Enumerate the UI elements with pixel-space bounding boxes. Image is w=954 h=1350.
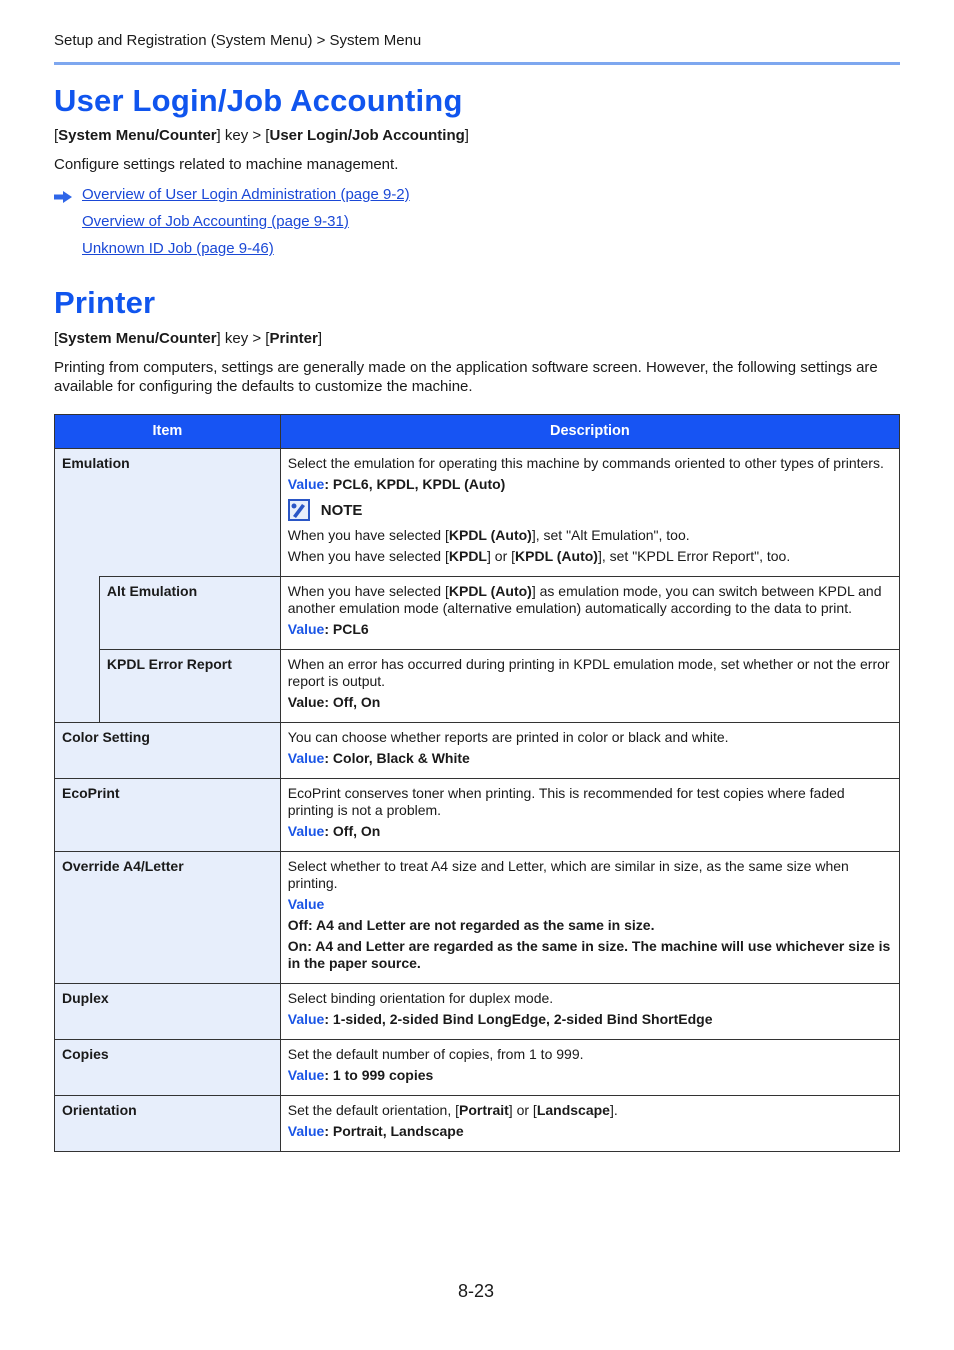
table-row [55, 650, 900, 723]
item-ecoprint: EcoPrint [55, 779, 281, 852]
table-row [55, 449, 900, 577]
intro-printer: Printing from computers, settings are generally made on the application software screen. However, the following settings are available for configuring the defaults to customize the machine. [54, 359, 878, 395]
value-off: Off: A4 and Letter are not regarded as the same in size. [287, 917, 655, 933]
desc-text: When an error has occurred during printing in KPDL emulation mode, set whether or not the error report is output. [287, 656, 890, 689]
desc-kpdl-error-report [280, 650, 899, 723]
table-row [55, 1096, 900, 1152]
link-user-login-overview[interactable]: Overview of User Login Administration (page 9-2) [82, 186, 410, 203]
link-job-accounting-overview[interactable]: Overview of Job Accounting (page 9-31) [82, 213, 349, 230]
printer-settings-table [54, 414, 900, 1152]
item-orientation: Orientation [55, 1096, 281, 1152]
value-line: Value: PCL6, KPDL, KPDL (Auto) [287, 476, 506, 492]
desc-emulation [280, 449, 899, 577]
value-line: Value: Off, On [287, 694, 381, 710]
value-line: Value: 1-sided, 2-sided Bind LongEdge, 2-sided Bind ShortEdge [287, 1011, 713, 1027]
desc-color-setting [280, 723, 899, 779]
desc-text: When you have selected [KPDL (Auto)] as emulation mode, you can switch between KPDL and another emulation mode (alternative emulation) automatically according to the data to print. [287, 583, 882, 616]
item-alt-emulation: Alt Emulation [99, 577, 280, 650]
desc-text: Set the default orientation, [Portrait] or [Landscape]. [287, 1102, 618, 1118]
value-line: Value: Color, Black & White [287, 750, 470, 766]
note-label: NOTE [320, 501, 363, 519]
desc-text: Select whether to treat A4 size and Letter, which are similar in size, as the same size when printing. [287, 858, 849, 891]
intro-user-login: Configure settings related to machine management. [54, 156, 399, 173]
note-icon [288, 499, 310, 521]
desc-alt-emulation [280, 577, 899, 650]
item-duplex: Duplex [55, 984, 281, 1040]
menu-path-user-login: [System Menu/Counter] key > [User Login/Job Accounting] [54, 127, 469, 144]
note-line-1: When you have selected [KPDL (Auto)], set "Alt Emulation", too. [287, 527, 690, 543]
desc-ecoprint [280, 779, 899, 852]
desc-text: Set the default number of copies, from 1 to 999. [287, 1046, 584, 1062]
item-emulation: Emulation [55, 449, 281, 577]
value-line: Value: 1 to 999 copies [287, 1067, 434, 1083]
item-kpdl-error-report: KPDL Error Report [99, 650, 280, 723]
item-color-setting: Color Setting [55, 723, 281, 779]
value-line: Value: PCL6 [287, 621, 369, 637]
section-title-user-login: User Login/Job Accounting [54, 83, 463, 118]
section-title-printer: Printer [54, 285, 156, 320]
value-label: Value [287, 896, 325, 912]
table-row [55, 852, 900, 984]
page-number: 8-23 [458, 1281, 495, 1301]
table-row [55, 577, 900, 650]
value-line: Value: Portrait, Landscape [287, 1123, 464, 1139]
indent-cell [55, 650, 100, 723]
table-row [55, 1040, 900, 1096]
arrow-right-icon [54, 191, 72, 203]
value-on: On: A4 and Letter are regarded as the same in size. The machine will use whichever size is in the paper source. [287, 938, 891, 971]
header-divider [54, 62, 900, 65]
menu-path-printer: [System Menu/Counter] key > [Printer] [54, 330, 323, 347]
header-item: Item [55, 415, 281, 449]
desc-text: EcoPrint conserves toner when printing. This is recommended for test copies where faded printing is not a problem. [287, 785, 845, 818]
desc-override-a4-letter [280, 852, 899, 984]
item-copies: Copies [55, 1040, 281, 1096]
breadcrumb: Setup and Registration (System Menu) > System Menu [54, 32, 422, 49]
desc-duplex [280, 984, 899, 1040]
link-unknown-id-job[interactable]: Unknown ID Job (page 9-46) [82, 240, 274, 257]
note-heading [288, 499, 892, 521]
desc-text: Select binding orientation for duplex mode. [287, 990, 554, 1006]
desc-text: You can choose whether reports are printed in color or black and white. [287, 729, 729, 745]
table-row [55, 723, 900, 779]
item-override-a4-letter: Override A4/Letter [55, 852, 281, 984]
indent-cell [55, 577, 100, 650]
table-row [55, 779, 900, 852]
desc-orientation [280, 1096, 899, 1152]
note-line-2: When you have selected [KPDL] or [KPDL (Auto)], set "KPDL Error Report", too. [287, 548, 791, 564]
value-line: Value: Off, On [287, 823, 381, 839]
desc-text: Select the emulation for operating this machine by commands oriented to other types of printers. [287, 455, 884, 471]
table-row [55, 984, 900, 1040]
desc-copies [280, 1040, 899, 1096]
header-description: Description [280, 415, 899, 449]
